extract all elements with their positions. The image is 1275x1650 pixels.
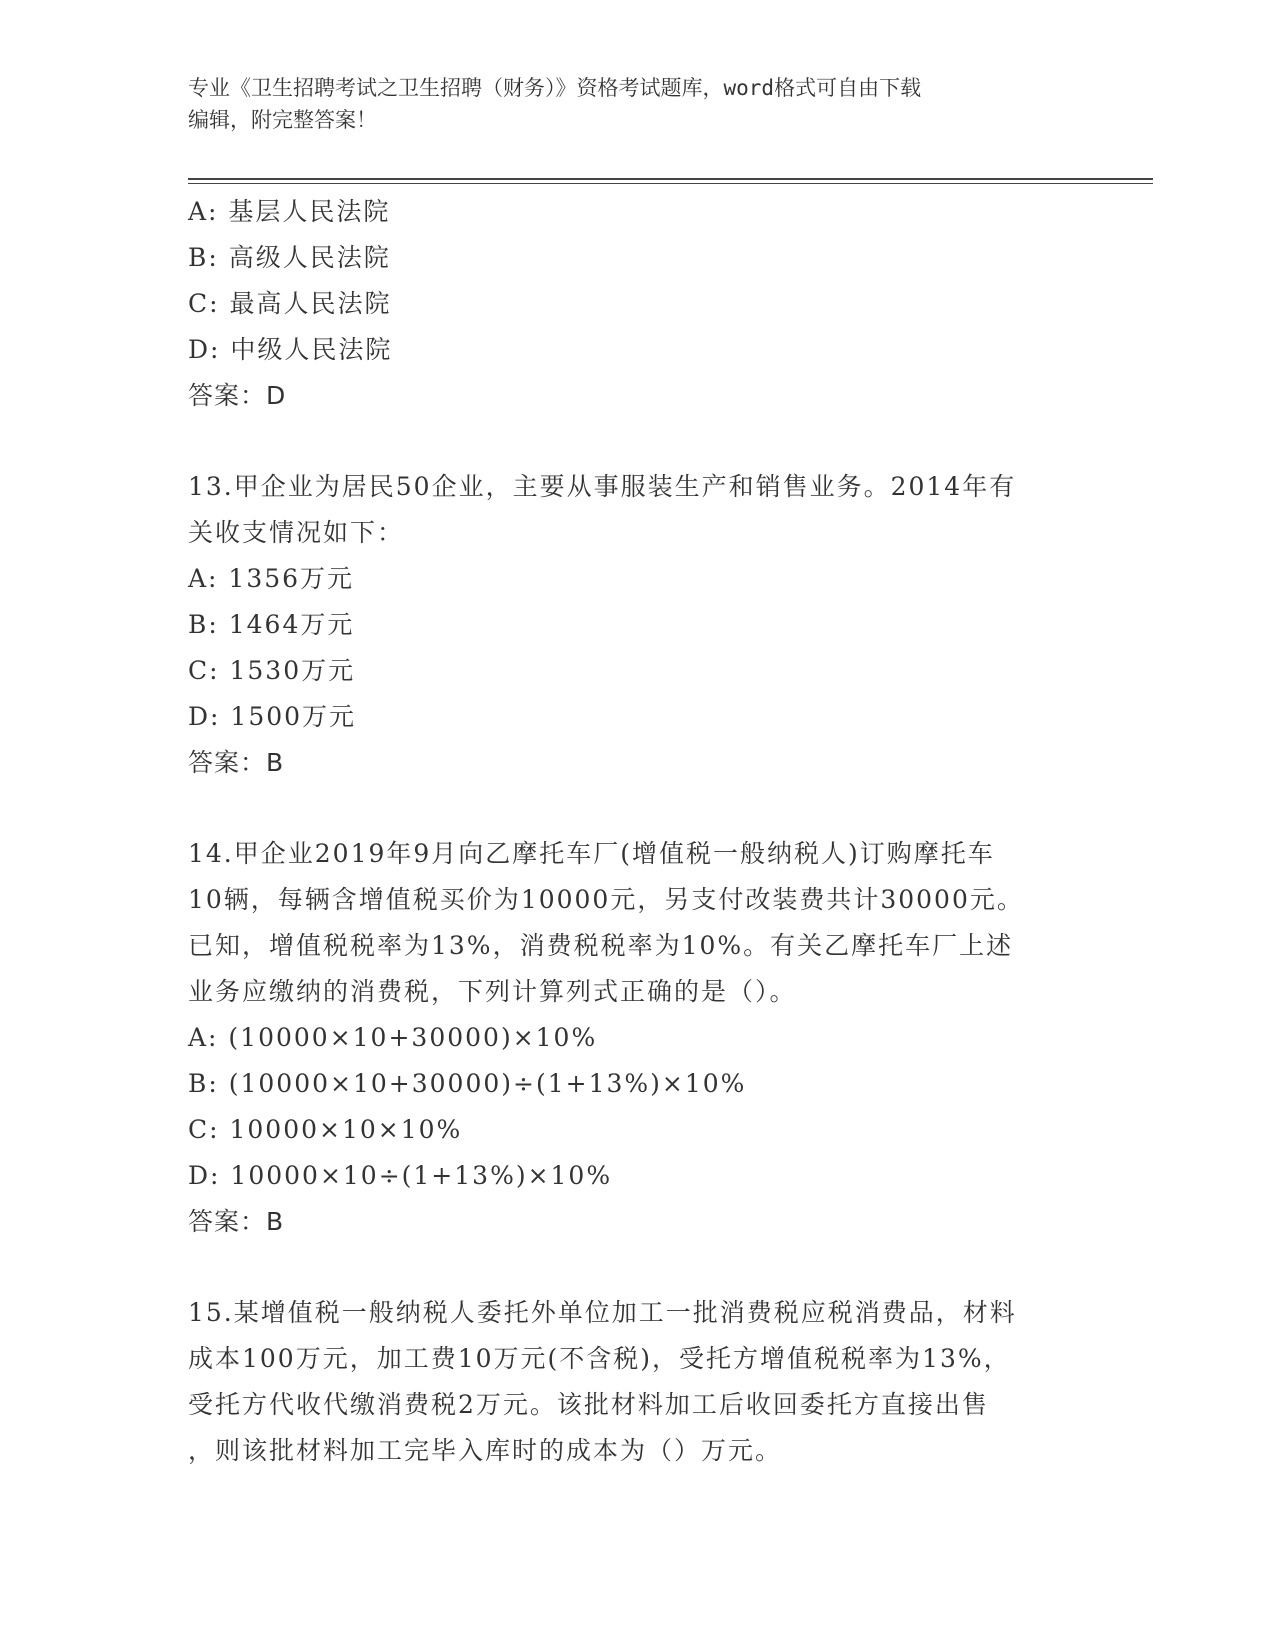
question-stem-line: 13.甲企业为居民50企业，主要从事服装生产和销售业务。2014年有 bbox=[188, 472, 1017, 501]
question-block bbox=[188, 189, 1088, 419]
question-list bbox=[188, 189, 1088, 1474]
spacer bbox=[188, 786, 1088, 831]
header-divider-thin bbox=[188, 183, 1153, 184]
header-line: 编辑，附完整答案！ bbox=[188, 108, 377, 132]
question-stem-line: 业务应缴纳的消费税，下列计算列式正确的是（）。 bbox=[188, 977, 797, 1006]
question-stem-line: 受托方代收代缴消费税2万元。该批材料加工后收回委托方直接出售 bbox=[188, 1390, 989, 1419]
answer: 答案：B bbox=[188, 748, 285, 777]
answer: 答案：D bbox=[188, 381, 287, 410]
question-stem-line: 关收支情况如下： bbox=[188, 518, 405, 547]
option-a: A: 1356万元 bbox=[188, 564, 355, 593]
question-stem-line: 已知，增值税税率为13%，消费税税率为10%。有关乙摩托车厂上述 bbox=[188, 931, 1014, 960]
document-header bbox=[188, 72, 1088, 136]
option-d: D: 1500万元 bbox=[188, 702, 357, 731]
option-a: A: (10000×10+30000)×10% bbox=[188, 1023, 598, 1052]
question-stem-line: ，则该批材料加工完毕入库时的成本为（）万元。 bbox=[188, 1436, 783, 1465]
header-divider-thick bbox=[188, 178, 1153, 180]
option-c: C: 10000×10×10% bbox=[188, 1115, 463, 1144]
option-b: B: (10000×10+30000)÷(1+13%)×10% bbox=[188, 1069, 747, 1098]
option-a: A: 基层人民法院 bbox=[188, 197, 391, 226]
question-stem-line: 15.某增值税一般纳税人委托外单位加工一批消费税应税消费品，材料 bbox=[188, 1298, 1017, 1327]
answer: 答案：B bbox=[188, 1207, 285, 1236]
option-c: C: 最高人民法院 bbox=[188, 289, 392, 318]
question-block bbox=[188, 831, 1088, 1245]
header-line: 专业《卫生招聘考试之卫生招聘（财务）》资格考试题库，word格式可自由下载 bbox=[188, 76, 922, 100]
question-stem-line: 成本100万元，加工费10万元(不含税)，受托方增值税税率为13%， bbox=[188, 1344, 1011, 1373]
question-block bbox=[188, 1290, 1088, 1474]
option-b: B: 高级人民法院 bbox=[188, 243, 391, 272]
spacer bbox=[188, 419, 1088, 464]
option-c: C: 1530万元 bbox=[188, 656, 356, 685]
option-b: B: 1464万元 bbox=[188, 610, 355, 639]
question-block bbox=[188, 464, 1088, 786]
question-stem-line: 14.甲企业2019年9月向乙摩托车厂(增值税一般纳税人)订购摩托车 bbox=[188, 839, 995, 868]
option-d: D: 10000×10÷(1+13%)×10% bbox=[188, 1161, 613, 1190]
question-stem-line: 10辆，每辆含增值税买价为10000元，另支付改装费共计30000元。 bbox=[188, 885, 1024, 914]
spacer bbox=[188, 1245, 1088, 1290]
option-d: D: 中级人民法院 bbox=[188, 335, 393, 364]
